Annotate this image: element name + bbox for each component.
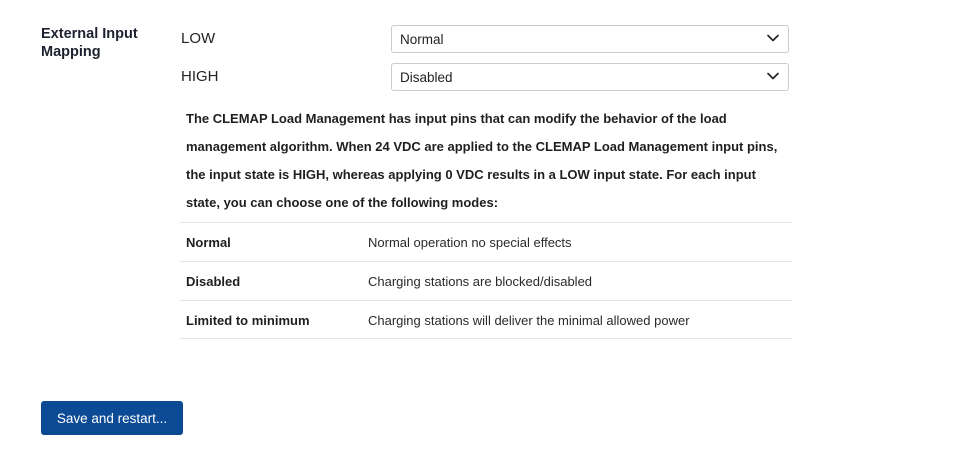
- high-mode-select[interactable]: [391, 63, 789, 91]
- save-and-restart-button[interactable]: Save and restart...: [41, 401, 183, 435]
- mode-name: Disabled: [186, 274, 241, 289]
- mode-name: Normal: [186, 235, 231, 250]
- input-mapping-description: The CLEMAP Load Management has input pins that can modify the behavior of the load management algorithm. When 24 VDC are applied to the CLEMAP Load Management input pins, the input state is HIGH, whereas applying 0 VDC results in a LOW input state. For each input state, you can choose one of the following modes:: [186, 111, 778, 210]
- mode-description: Normal operation no special effects: [368, 235, 572, 250]
- table-row: [180, 300, 792, 339]
- table-row: [180, 222, 792, 261]
- high-mode-selected-value: Disabled: [400, 70, 453, 85]
- mode-description: Charging stations are blocked/disabled: [368, 274, 593, 289]
- chevron-down-icon: [767, 72, 779, 80]
- low-mode-select[interactable]: [391, 25, 789, 53]
- mode-description: Charging stations will deliver the minimal allowed power: [368, 313, 690, 328]
- section-title: External Input Mapping: [41, 26, 138, 60]
- table-row: [180, 261, 792, 300]
- modes-table: [180, 222, 792, 339]
- high-input-label: HIGH: [181, 68, 219, 85]
- mode-name: Limited to minimum: [186, 313, 310, 328]
- low-input-label: LOW: [181, 30, 216, 47]
- low-mode-selected-value: Normal: [400, 32, 444, 47]
- chevron-down-icon: [767, 34, 779, 42]
